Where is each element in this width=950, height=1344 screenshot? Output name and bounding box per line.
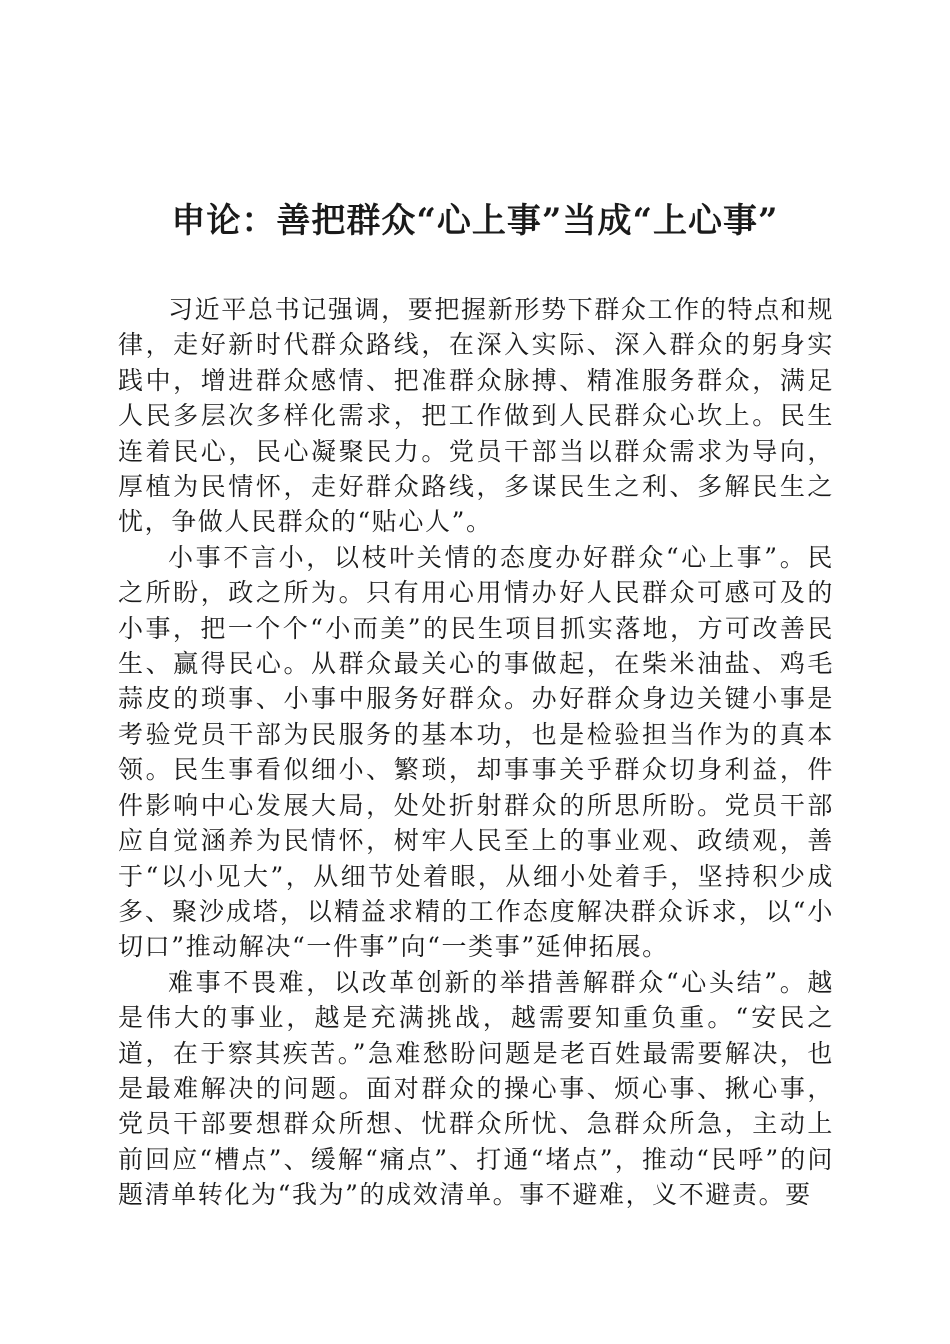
document-body — [118, 292, 834, 1213]
paragraph-2: 小事不言小，以枝叶关情的态度办好群众“心上事”。民之所盼，政之所为。只有用心用情办好人民群众可感可及的小事，把一个个“小而美”的民生项目抓实落地，方可改善民生、赢得民心。从群众最关心的事做起，在柴米油盐、鸡毛蒜皮的琐事、小事中服务好群众。办好群众身边关键小事是考验党员干部为民服务的基本功，也是检验担当作为的真本领。民生事看似细小、繁琐，却事事关乎群众切身利益，件件影响中心发展大局，处处折射群众的所思所盼。党员干部应自觉涵养为民情怀，树牢人民至上的事业观、政绩观，善于“以小见大”，从细节处着眼，从细小处着手，坚持积少成多、聚沙成塔，以精益求精的工作态度解决群众诉求，以“小切口”推动解决“一件事”向“一类事”延伸拓展。 — [118, 542, 834, 962]
paragraph-1: 习近平总书记强调，要把握新形势下群众工作的特点和规律，走好新时代群众路线，在深入实际、深入群众的躬身实践中，增进群众感情、把准群众脉搏、精准服务群众，满足人民多层次多样化需求，把工作做到人民群众心坎上。民生连着民心，民心凝聚民力。党员干部当以群众需求为导向，厚植为民情怀，走好群众路线，多谋民生之利、多解民生之忧，争做人民群众的“贴心人”。 — [118, 295, 834, 537]
paragraph-3: 难事不畏难，以改革创新的举措善解群众“心头结”。越是伟大的事业，越是充满挑战，越需要知重负重。“安民之道，在于察其疾苦。”急难愁盼问题是老百姓最需要解决，也是最难解决的问题。面对群众的操心事、烦心事、揪心事，党员干部要想群众所想、忧群众所忧、急群众所急，主动上前回应“槽点”、缓解“痛点”、打通“堵点”，推动“民呼”的问题清单转化为“我为”的成效清单。事不避难，义不避责。要 — [118, 967, 834, 1210]
document-title: 申论：善把群众“心上事”当成“上心事” — [171, 201, 779, 241]
